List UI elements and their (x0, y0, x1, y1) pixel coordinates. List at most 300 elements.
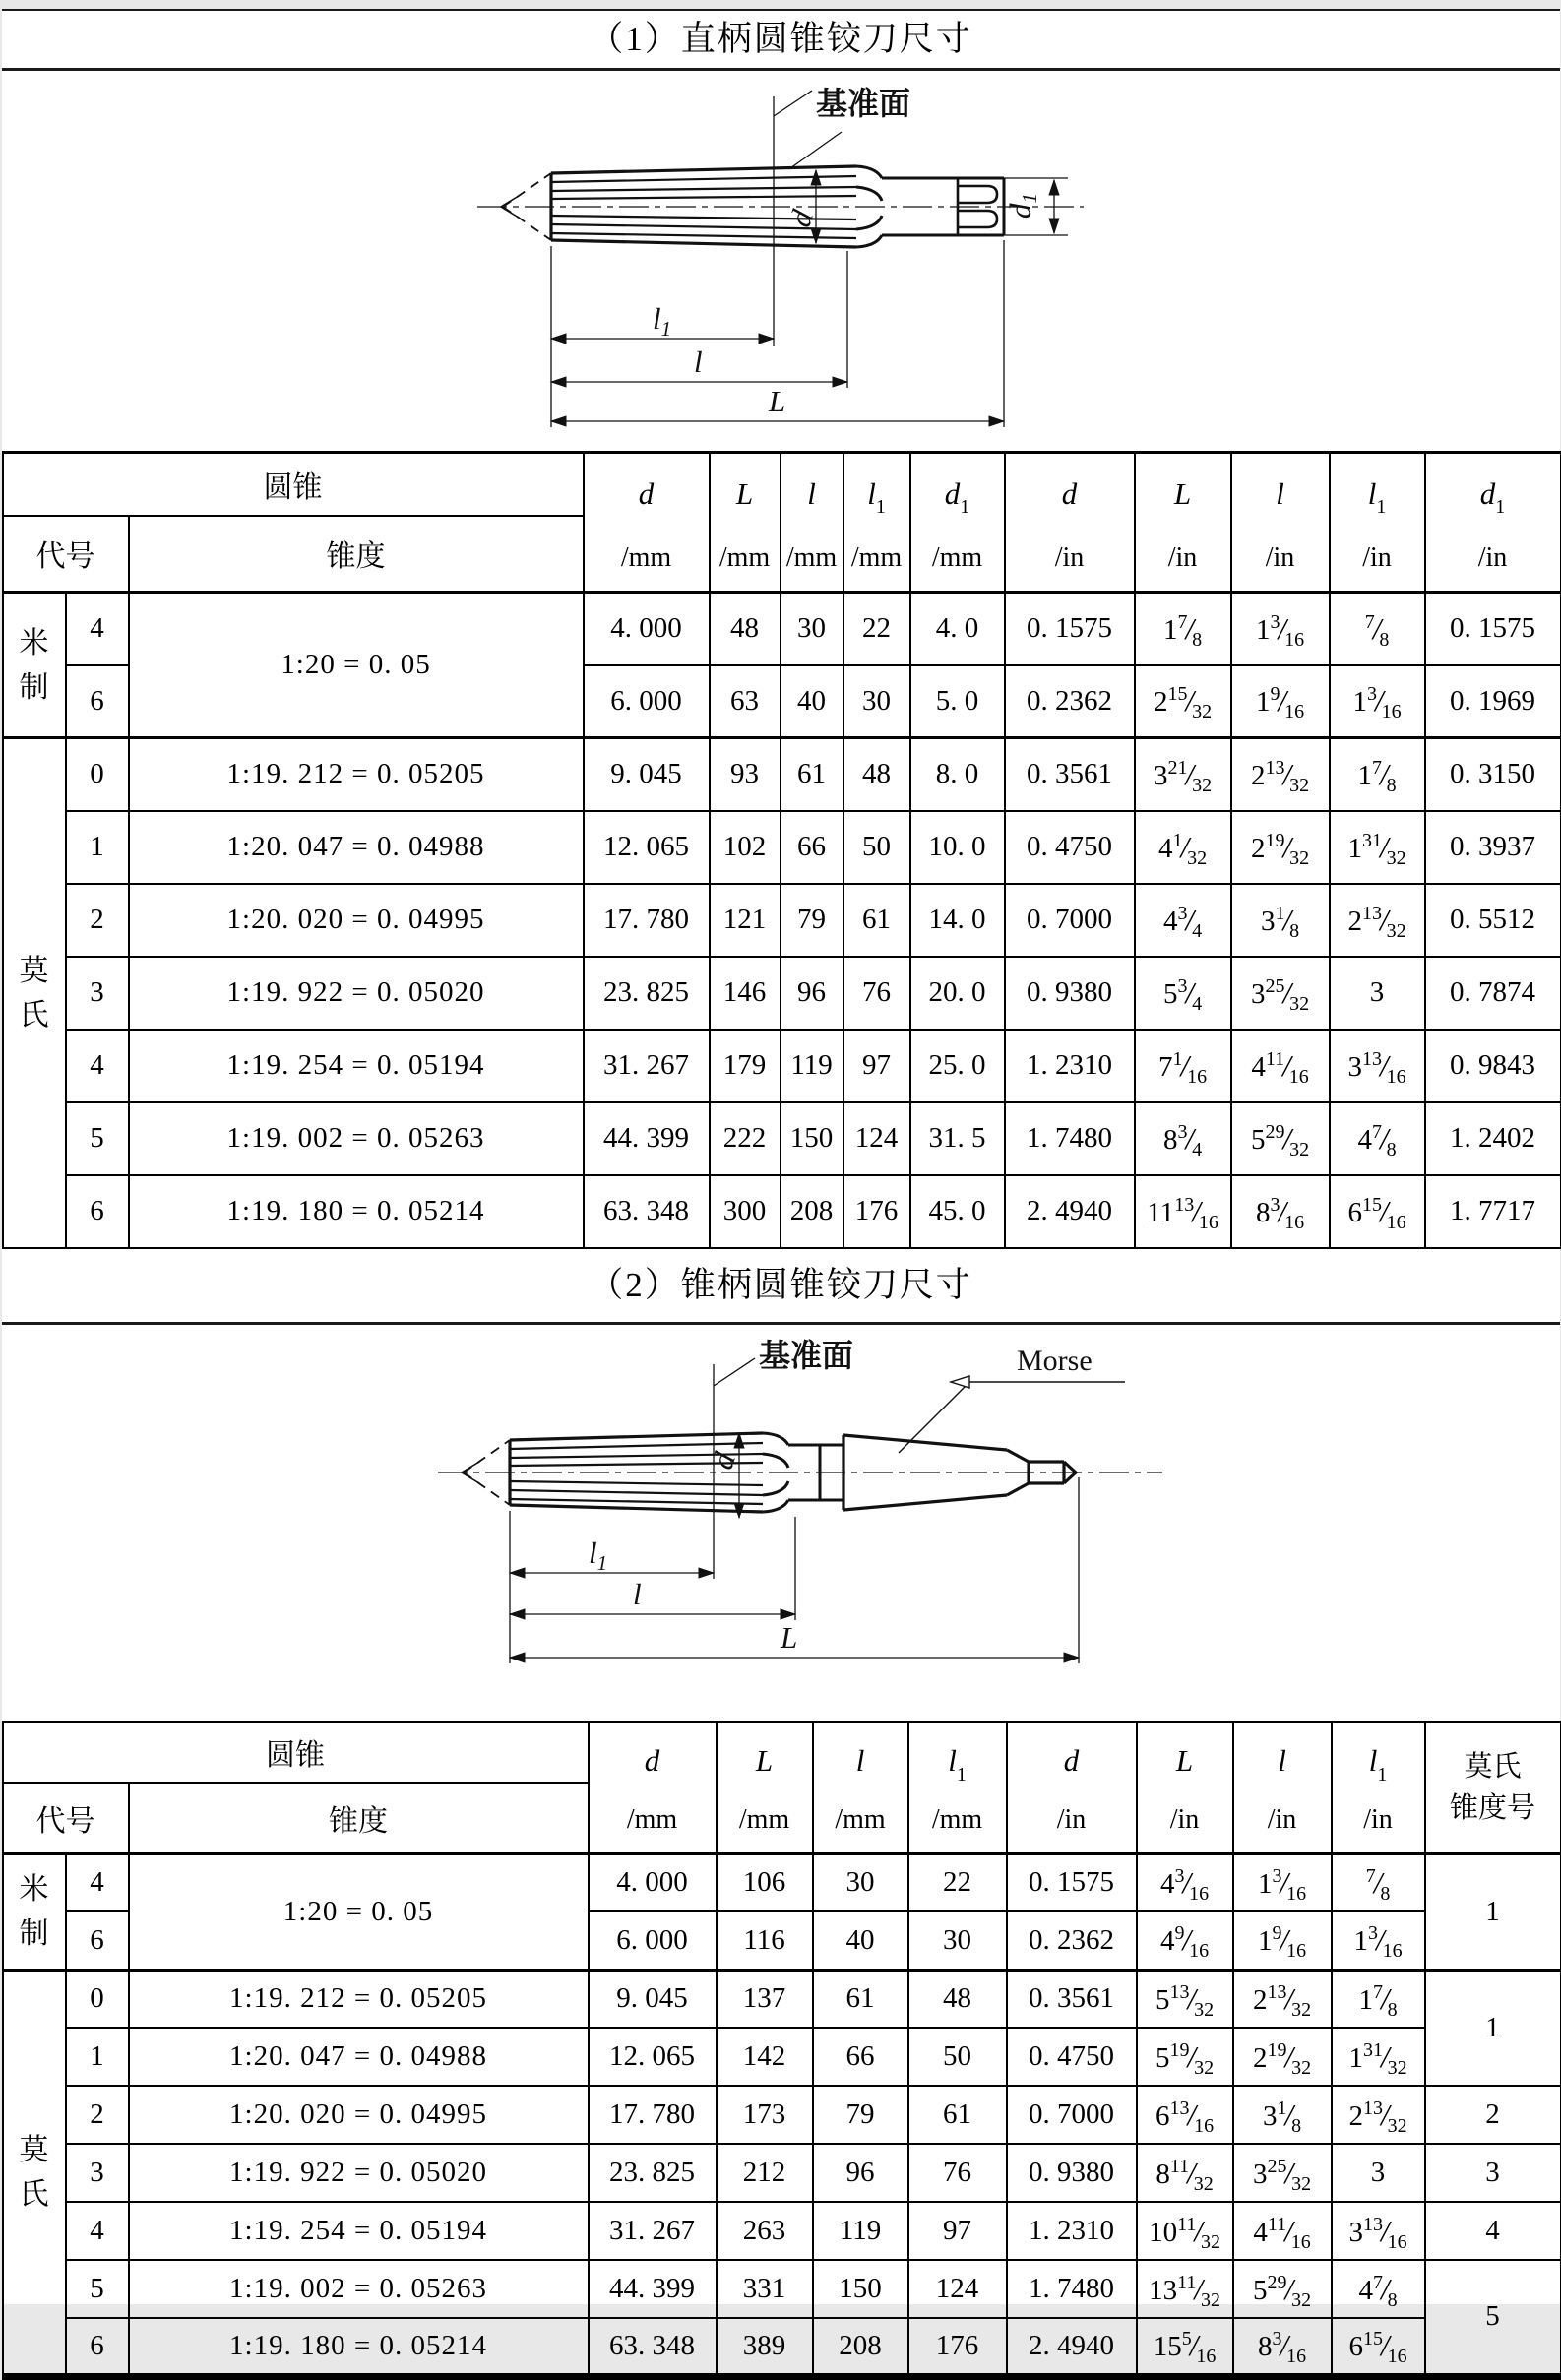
column-symbol: l (807, 476, 816, 511)
group-label: 莫 氏 (3, 738, 66, 1248)
table-cell: $1^{31}/_{32}$ (1330, 811, 1425, 884)
table-cell: $15^5/_{16}$ (1137, 2318, 1233, 2376)
table-cell: $4^7/_8$ (1332, 2260, 1425, 2318)
column-unit: /in (1006, 542, 1134, 574)
column-symbol-subscript: 1 (960, 496, 969, 518)
column-header (1332, 1722, 1425, 1853)
taper-value: 1:19. 002 = 0. 05263 (129, 1102, 584, 1175)
table-cell: $3^1/_8$ (1231, 884, 1330, 957)
row-code: 2 (66, 2086, 129, 2144)
column-header (1137, 1722, 1233, 1853)
row-code: 6 (66, 1911, 129, 1970)
table-cell: 0. 3150 (1425, 738, 1561, 811)
column-symbol: L (1174, 476, 1191, 511)
column-unit: /mm (911, 542, 1004, 574)
table-cell: $5^{29}/_{32}$ (1233, 2260, 1332, 2318)
column-header (780, 453, 843, 593)
column-header (843, 453, 910, 593)
row-code: 5 (66, 1102, 129, 1175)
morse-number: 3 (1425, 2144, 1561, 2202)
column-header (710, 453, 780, 593)
table-cell: 30 (908, 1911, 1007, 1970)
column-header (1233, 1722, 1332, 1853)
table-cell: $5^3/_4$ (1135, 957, 1231, 1030)
table-cell: $6^{15}/_{16}$ (1330, 1175, 1425, 1248)
column-header (1007, 1722, 1137, 1853)
column-symbol: L (1176, 1743, 1193, 1778)
row-code: 4 (66, 1853, 129, 1911)
column-header (1005, 453, 1135, 593)
column-symbol: d (639, 476, 655, 511)
taper-value: 1:19. 212 = 0. 05205 (129, 738, 584, 811)
table-cell: 93 (710, 738, 780, 811)
table-cell: $3^{21}/_{32}$ (1135, 738, 1231, 811)
table-cell: 96 (780, 957, 843, 1030)
table-cell: 44. 399 (584, 1102, 710, 1175)
dim-L-label: L (768, 384, 785, 418)
table-cell: 79 (780, 884, 843, 957)
column-symbol-subscript: 1 (1376, 496, 1386, 518)
table-cell: 208 (780, 1175, 843, 1248)
d-extension-line (790, 132, 842, 168)
code-header: 代号 (3, 1783, 129, 1853)
table-cell: 331 (717, 2260, 813, 2318)
table-cell: 61 (843, 884, 910, 957)
table-cell: 48 (908, 1970, 1007, 2028)
column-header (1231, 453, 1330, 593)
dim-l1-label: $l_1$ (653, 301, 671, 341)
table-cell: 0. 1575 (1007, 1853, 1137, 1911)
table-cell: $5^{29}/_{32}$ (1231, 1102, 1330, 1175)
table-row (3, 2260, 1561, 2318)
dim-l-label: l (633, 1577, 642, 1611)
row-code: 0 (66, 738, 129, 811)
table-cell: 50 (843, 811, 910, 884)
table-cell: 9. 045 (589, 1970, 717, 2028)
table-cell: 40 (813, 1911, 908, 1970)
dim-L-label: L (780, 1620, 797, 1655)
table-cell: $1^3/_{16}$ (1231, 593, 1330, 665)
morse-number: 4 (1425, 2202, 1561, 2260)
table-cell: 0. 4750 (1005, 811, 1135, 884)
column-unit: /in (1136, 542, 1230, 574)
table-cell: 20. 0 (910, 957, 1005, 1030)
table-cell: $13^{11}/_{32}$ (1137, 2260, 1233, 2318)
row-code: 6 (66, 2318, 129, 2376)
table-cell: 0. 3937 (1425, 811, 1561, 884)
column-unit: /in (1331, 542, 1424, 574)
table-cell: 76 (843, 957, 910, 1030)
column-header (1330, 453, 1425, 593)
table-cell: 14. 0 (910, 884, 1005, 957)
table-cell: 222 (710, 1102, 780, 1175)
row-code: 3 (66, 957, 129, 1030)
column-header (908, 1722, 1007, 1853)
column-symbol: d (645, 1743, 660, 1778)
taper-shank-reamer-drawing (426, 1325, 1174, 1719)
table-cell: 17. 780 (584, 884, 710, 957)
row-code: 6 (66, 1175, 129, 1248)
table-cell: 48 (843, 738, 910, 811)
table-cell: $1^3/_{16}$ (1332, 1911, 1425, 1970)
table-cell: 1. 2310 (1007, 2202, 1137, 2260)
table-cell: 4. 000 (584, 593, 710, 665)
column-unit: /mm (781, 542, 843, 574)
table-cell: 22 (843, 593, 910, 665)
table-cell: 63 (710, 665, 780, 738)
column-header (813, 1722, 908, 1853)
row-code: 1 (66, 2028, 129, 2086)
column-header (1425, 453, 1561, 593)
column-unit: /in (1138, 1804, 1232, 1836)
table-cell: 30 (780, 593, 843, 665)
column-header (1135, 453, 1231, 593)
table-cell: 208 (813, 2318, 908, 2376)
row-code: 3 (66, 2144, 129, 2202)
column-unit: /mm (844, 542, 909, 574)
table-cell: 150 (813, 2260, 908, 2318)
table-row (3, 884, 1561, 957)
row-code: 5 (66, 2260, 129, 2318)
row-code: 4 (66, 2202, 129, 2260)
table-cell: $2^{13}/_{32}$ (1332, 2086, 1425, 2144)
datum-leader-line (714, 1358, 755, 1386)
table-cell: $1^9/_{16}$ (1233, 1911, 1332, 1970)
table-cell: $1^7/_8$ (1332, 1970, 1425, 2028)
table-row (3, 2086, 1561, 2144)
table-cell: 0. 7000 (1007, 2086, 1137, 2144)
taper-value: 1:20 = 0. 05 (129, 593, 584, 738)
figure-taper-shank-reamer (2, 1325, 1560, 1721)
row-code: 4 (66, 1030, 129, 1102)
column-symbol: d (1480, 476, 1496, 511)
table-row (3, 811, 1561, 884)
table-cell: $3^1/_8$ (1233, 2086, 1332, 2144)
table-cell: 96 (813, 2144, 908, 2202)
table-cell: 150 (780, 1102, 843, 1175)
table-cell: 0. 7000 (1005, 884, 1135, 957)
taper-header: 锥度 (129, 516, 584, 593)
table-cell: 263 (717, 2202, 813, 2260)
table-cell: 63. 348 (589, 2318, 717, 2376)
table-cell: 66 (780, 811, 843, 884)
table-cell: 102 (710, 811, 780, 884)
table-cell: 12. 065 (584, 811, 710, 884)
table-cell: 1. 2310 (1005, 1030, 1135, 1102)
table-cell: 12. 065 (589, 2028, 717, 2086)
table-cell: 176 (908, 2318, 1007, 2376)
column-symbol: l (1368, 476, 1377, 511)
dim-d-label: d (705, 1447, 742, 1472)
table-cell: 30 (843, 665, 910, 738)
figure-straight-shank-reamer (2, 71, 1560, 451)
table-cell: $4^1/_{32}$ (1135, 811, 1231, 884)
table-cell: 5. 0 (910, 665, 1005, 738)
table-row (3, 1102, 1561, 1175)
table-cell: 0. 9380 (1007, 2144, 1137, 2202)
table-cell: 23. 825 (584, 957, 710, 1030)
taper-value: 1:19. 002 = 0. 05263 (129, 2260, 589, 2318)
table-cell: $3^{25}/_{32}$ (1233, 2144, 1332, 2202)
taper-value: 1:19. 922 = 0. 05020 (129, 957, 584, 1030)
table-cell: 48 (710, 593, 780, 665)
column-symbol: l (1276, 476, 1284, 511)
column-symbol: d (945, 476, 961, 511)
table-cell: 61 (813, 1970, 908, 2028)
table-cell: $1^3/_{16}$ (1330, 665, 1425, 738)
flute-lines (510, 1443, 763, 1504)
code-header: 代号 (3, 516, 129, 593)
table-cell: $2^{19}/_{32}$ (1231, 811, 1330, 884)
morse-number: 5 (1425, 2260, 1561, 2376)
table-row (3, 593, 1561, 665)
column-symbol: L (736, 476, 753, 511)
taper-value: 1:19. 254 = 0. 05194 (129, 2202, 589, 2260)
table-cell: 0. 2362 (1007, 1911, 1137, 1970)
table-cell: 389 (717, 2318, 813, 2376)
table-cell: $^7/_8$ (1330, 593, 1425, 665)
table-cell: 0. 3561 (1005, 738, 1135, 811)
table-cell: 1. 7717 (1425, 1175, 1561, 1248)
column-symbol-subscript: 1 (1377, 1764, 1387, 1785)
morse-number: 1 (1425, 1853, 1561, 1970)
table-cell: 66 (813, 2028, 908, 2086)
table-cell: 106 (717, 1853, 813, 1911)
table-cell: $4^3/_{16}$ (1137, 1853, 1233, 1911)
table-cell: 0. 1575 (1005, 593, 1135, 665)
table-cell: $2^{15}/_{32}$ (1135, 665, 1231, 738)
taper-value: 1:20. 047 = 0. 04988 (129, 2028, 589, 2086)
column-unit: /mm (814, 1804, 907, 1836)
row-code: 2 (66, 884, 129, 957)
table-row (3, 1970, 1561, 2028)
column-header (584, 453, 710, 593)
table-cell: $8^{11}/_{32}$ (1137, 2144, 1233, 2202)
table-cell: 97 (908, 2202, 1007, 2260)
row-code: 1 (66, 811, 129, 884)
table-cell: 8. 0 (910, 738, 1005, 811)
table-cell: 50 (908, 2028, 1007, 2086)
column-unit: /in (1232, 542, 1329, 574)
straight-shank-dimensions-table (2, 451, 1561, 1249)
column-symbol: l (856, 1743, 865, 1778)
row-code: 4 (66, 593, 129, 665)
dim-l1-label: $l_1$ (589, 1535, 607, 1575)
table-cell: 0. 2362 (1005, 665, 1135, 738)
table-cell: $3^{13}/_{16}$ (1330, 1030, 1425, 1102)
table-cell: 119 (813, 2202, 908, 2260)
table-cell: $4^9/_{16}$ (1137, 1911, 1233, 1970)
cone-dashed-top (464, 1440, 510, 1472)
table-cell: 146 (710, 957, 780, 1030)
table-cell: $10^{11}/_{32}$ (1137, 2202, 1233, 2260)
table-cell: $8^3/_{16}$ (1233, 2318, 1332, 2376)
table-cell: 79 (813, 2086, 908, 2144)
table-cell: 63. 348 (584, 1175, 710, 1248)
row-code: 6 (66, 665, 129, 738)
morse-callout (899, 1376, 1125, 1453)
table-cell: 2. 4940 (1005, 1175, 1135, 1248)
table-cell: $2^{19}/_{32}$ (1233, 2028, 1332, 2086)
table-cell: 1. 2402 (1425, 1102, 1561, 1175)
column-symbol: L (756, 1743, 773, 1778)
column-unit: /in (1008, 1804, 1136, 1836)
taper-value: 1:20. 020 = 0. 04995 (129, 2086, 589, 2144)
table-cell: 31. 267 (589, 2202, 717, 2260)
cone-dashed-bottom (464, 1472, 510, 1505)
table-cell: $1^{31}/_{32}$ (1332, 2028, 1425, 2086)
morse-header-line: 莫氏 (1426, 1746, 1560, 1787)
table-cell: 4. 000 (589, 1853, 717, 1911)
morse-header-line: 锥度号 (1426, 1787, 1560, 1829)
table-cell: 23. 825 (589, 2144, 717, 2202)
table-cell: $11^{13}/_{16}$ (1135, 1175, 1231, 1248)
table-cell: 45. 0 (910, 1175, 1005, 1248)
table-cell: $6^{15}/_{16}$ (1332, 2318, 1425, 2376)
column-unit: /in (1333, 1804, 1424, 1836)
table-cell: $3^{25}/_{32}$ (1231, 957, 1330, 1030)
table-cell: $1^7/_8$ (1330, 738, 1425, 811)
group-label: 米 制 (3, 1853, 66, 1970)
table-cell: 44. 399 (589, 2260, 717, 2318)
taper-value: 1:19. 212 = 0. 05205 (129, 1970, 589, 2028)
table-cell: 0. 9380 (1005, 957, 1135, 1030)
table-cell: $4^{11}/_{16}$ (1231, 1030, 1330, 1102)
table-cell: 173 (717, 2086, 813, 2144)
table-cell: $6^{13}/_{16}$ (1137, 2086, 1233, 2144)
table-cell: 0. 9843 (1425, 1030, 1561, 1102)
straight-shank-reamer-drawing (466, 71, 1095, 451)
table-cell: $2^{13}/_{32}$ (1231, 738, 1330, 811)
column-unit: /in (1426, 542, 1560, 574)
table-cell: $^7/_8$ (1332, 1853, 1425, 1911)
table-cell: 176 (843, 1175, 910, 1248)
table-row (3, 2318, 1561, 2376)
table-cell: 0. 5512 (1425, 884, 1561, 957)
table-cell: 97 (843, 1030, 910, 1102)
cone-header: 圆锥 (3, 453, 584, 516)
column-header (910, 453, 1005, 593)
table-row (3, 738, 1561, 811)
table-cell: 1. 7480 (1005, 1102, 1135, 1175)
column-header (589, 1722, 717, 1853)
dim-d1-label (1003, 193, 1041, 219)
table-cell: 3 (1330, 957, 1425, 1030)
column-symbol: l (1278, 1743, 1286, 1778)
taper-value: 1:19. 922 = 0. 05020 (129, 2144, 589, 2202)
cone-dashed-bottom (503, 207, 551, 240)
table-cell: 0. 3561 (1007, 1970, 1137, 2028)
datum-leader-line (774, 91, 812, 116)
table-row (3, 1030, 1561, 1102)
table-cell: $1^3/_{16}$ (1233, 1853, 1332, 1911)
column-symbol: d (1064, 1743, 1080, 1778)
table-cell: $5^{19}/_{32}$ (1137, 2028, 1233, 2086)
column-symbol: l (948, 1743, 957, 1778)
column-unit: /mm (909, 1804, 1006, 1836)
table-cell: 3 (1332, 2144, 1425, 2202)
table-cell: 124 (908, 2260, 1007, 2318)
taper-header: 锥度 (129, 1783, 589, 1853)
table-cell: 116 (717, 1911, 813, 1970)
table-cell: 76 (908, 2144, 1007, 2202)
group-label: 米 制 (3, 593, 66, 738)
table-cell: 124 (843, 1102, 910, 1175)
taper-value: 1:20. 020 = 0. 04995 (129, 884, 584, 957)
table-cell: 142 (717, 2028, 813, 2086)
table-cell: 6. 000 (584, 665, 710, 738)
column-unit: /mm (585, 542, 709, 574)
column-symbol: l (1369, 1743, 1378, 1778)
morse-column-header (1425, 1722, 1561, 1853)
dim-d-label: d (782, 206, 820, 231)
column-unit: /mm (718, 1804, 812, 1836)
group-label: 莫 氏 (3, 1970, 66, 2376)
table-cell: 10. 0 (910, 811, 1005, 884)
table-cell: 25. 0 (910, 1030, 1005, 1102)
table-cell: 0. 4750 (1007, 2028, 1137, 2086)
column-symbol-subscript: 1 (876, 496, 886, 518)
table-cell: 0. 1969 (1425, 665, 1561, 738)
table-cell: $2^{13}/_{32}$ (1330, 884, 1425, 957)
table-cell: 2. 4940 (1007, 2318, 1137, 2376)
taper-value: 1:19. 254 = 0. 05194 (129, 1030, 584, 1102)
table-cell: 61 (780, 738, 843, 811)
table-cell: 31. 5 (910, 1102, 1005, 1175)
column-symbol-subscript: 1 (1495, 496, 1505, 518)
table-row (3, 2028, 1561, 2086)
table-cell: $8^3/_{16}$ (1231, 1175, 1330, 1248)
table-cell: 17. 780 (589, 2086, 717, 2144)
taper-value: 1:20 = 0. 05 (129, 1853, 589, 1970)
taper-value: 1:19. 180 = 0. 05214 (129, 2318, 589, 2376)
taper-value: 1:19. 180 = 0. 05214 (129, 1175, 584, 1248)
table-cell: 22 (908, 1853, 1007, 1911)
column-unit: /in (1234, 1804, 1331, 1836)
column-unit: /mm (590, 1804, 716, 1836)
section2-title: （2）锥柄圆锥铰刀尺寸 (2, 1249, 1560, 1322)
table-cell: 40 (780, 665, 843, 738)
datum-plane-label: 基准面 (816, 86, 910, 121)
cone-dashed-top (503, 173, 551, 207)
svg-text:d1: d1 (1003, 193, 1041, 219)
table-cell: $4^3/_4$ (1135, 884, 1231, 957)
column-symbol: l (867, 476, 876, 511)
cone-header: 圆锥 (3, 1722, 589, 1783)
taper-shank-dimensions-table (2, 1721, 1561, 2380)
table-cell: $4^{11}/_{16}$ (1233, 2202, 1332, 2260)
table-cell: $7^1/_{16}$ (1135, 1030, 1231, 1102)
table-cell: 137 (717, 1970, 813, 2028)
morse-label: Morse (1017, 1345, 1093, 1377)
row-code: 0 (66, 1970, 129, 2028)
table-cell: 212 (717, 2144, 813, 2202)
table-cell: 0. 1575 (1425, 593, 1561, 665)
table-cell: 31. 267 (584, 1030, 710, 1102)
column-symbol: d (1062, 476, 1078, 511)
table-cell: 9. 045 (584, 738, 710, 811)
table-row (3, 957, 1561, 1030)
table-cell: 30 (813, 1853, 908, 1911)
table-cell: 119 (780, 1030, 843, 1102)
column-symbol-subscript: 1 (957, 1764, 967, 1785)
table-cell: $1^9/_{16}$ (1231, 665, 1330, 738)
table-cell: $1^7/_8$ (1135, 593, 1231, 665)
column-header (717, 1722, 813, 1853)
section1-title: （1）直柄圆锥铰刀尺寸 (2, 11, 1560, 68)
table-cell: 61 (908, 2086, 1007, 2144)
table-cell: 1. 7480 (1007, 2260, 1137, 2318)
